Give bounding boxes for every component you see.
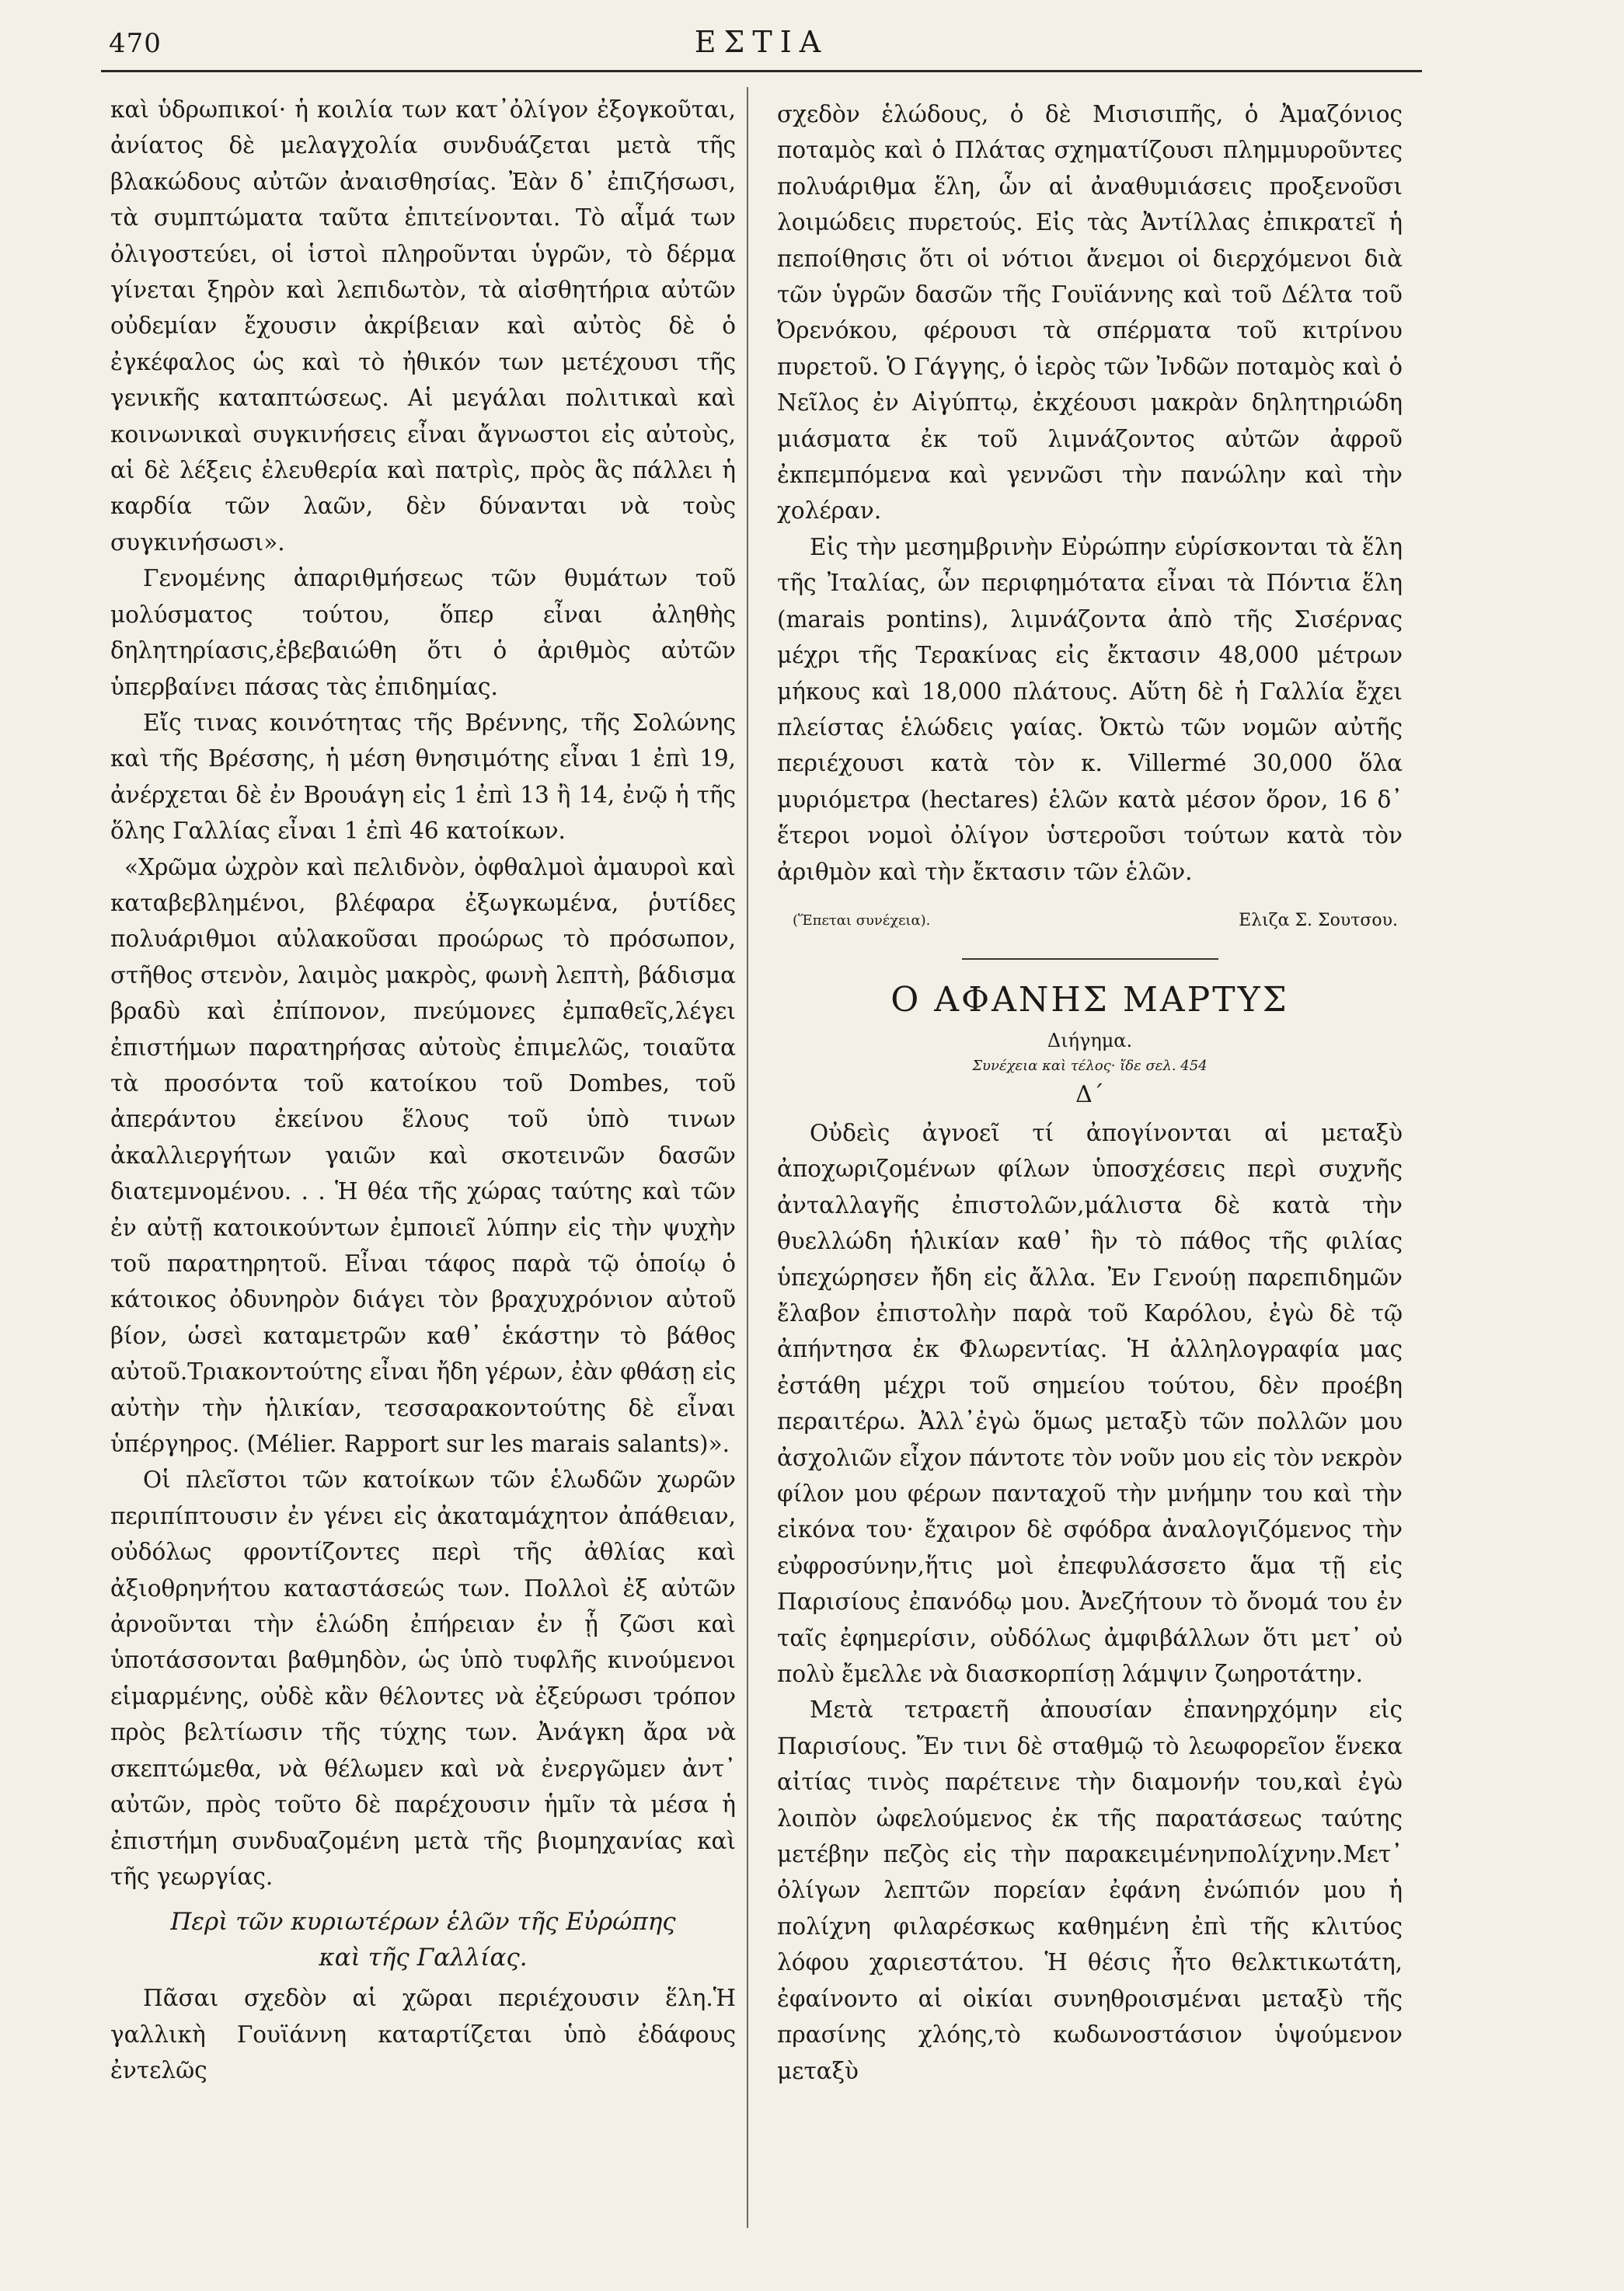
quote-paragraph: «Χρῶμα ὠχρὸν καὶ πελιδνὸν, ὀφθαλμοὶ ἀμαυροὶ καὶ καταβεβλημένοι, βλέφαρα ἐξωγκωμένα, ῥυτίδες πολυάριθμοι αὐλακοῦσαι προώρως τὸ πρόσωπον, στῆθος στενὸν, λαιμὸς μακρὸς, φωνὴ λεπτὴ, βάδισμα βραδὺ καὶ ἐπίπονον, πνεύμονες ἐμπαθεῖς,λέγει ἐπιστήμων παρατηρήσας αὐτοὺς ἐπιμελῶς, τοιαῦτα τὰ προσόντα τοῦ κατοίκου τοῦ Dombes, τοῦ ἀπεράντου ἐκείνου ἕλους τοῦ ὑπὸ τινων ἀκαλλιεργήτων γαιῶν καὶ σκοτεινῶν δασῶν διατεμνομένου. . . Ἡ θέα τῆς χώρας ταύτης καὶ τῶν ἐν αὐτῇ κατοικούντων ἐμποιεῖ λύπην εἰς τὴν ψυχὴν τοῦ παρατηρητοῦ. Εἶναι τάφος παρὰ τῷ ὁποίῳ ὁ κάτοικος ὀδυνηρὸν διάγει τὸν βραχυχρόνιον αὐτοῦ βίον, ὡσεὶ καταμετρῶν καθ᾽ ἑκάστην τὸ βάθος αὐτοῦ.Τριακοντούτης εἶναι ἤδη γέρων, ἐὰν φθάσῃ εἰς αὐτὴν τὴν ἡλικίαν, τεσσαρακοντούτης δὲ εἶναι ὑπέργηρος. (Mélier. Rapport sur les marais salants)». bbox=[110, 853, 736, 1458]
paragraph: Οἱ πλεῖστοι τῶν κατοίκων τῶν ἑλωδῶν χωρῶν περιπίπτουσιν ἐν γένει εἰς ἀκαταμάχητον ἀπάθειαν, οὐδόλως φροντίζοντες περὶ τῆς ἀθλίας καὶ ἀξιοθρηνήτου καταστάσεώς των. Πολλοὶ ἐξ αὐτῶν ἀρνοῦνται τὴν ἑλώδη ἐπήρειαν ἐν ᾗ ζῶσι καὶ ὑποτάσσονται βαθμηδὸν, ὡς ὑπὸ τυφλῆς κινούμενοι εἱμαρμένης, οὐδὲ κἂν θέλοντες νὰ ἐξεύρωσι τρόπον πρὸς βελτίωσιν τῆς τύχης των. Ἀνάγκη ἄρα νὰ σκεπτώμεθα, νὰ θέλωμεν καὶ νὰ ἐνεργῶμεν ἀντ᾽ αὐτῶν, πρὸς τοῦτο δὲ παρέχουσιν ἡμῖν τὰ μέσα ἡ ἐπιστήμη συνδυαζομένη μετὰ τῆς βιομηχανίας καὶ τῆς γεωργίας. bbox=[110, 1466, 736, 1890]
header-rule bbox=[101, 70, 1422, 72]
chapter-number: Δ΄ bbox=[1075, 1080, 1104, 1108]
paragraph: Εἰς τὴν μεσημβρινὴν Εὐρώπην εὑρίσκονται τὰ ἕλη τῆς Ἰταλίας, ὧν περιφημότατα εἶναι τὰ Πόντια ἕλη (marais pontins), λιμνάζοντα ἀπὸ τῆς Σισέρνας μέχρι τῆς Τερακίνας εἰς ἔκτασιν 48,000 μέτρων μήκους καὶ 18,000 πλάτους. Αὕτη δὲ ἡ Γαλλία ἔχει πλείστας ἑλώδεις γαίας. Ὀκτὼ τῶν νομῶν αὐτῆς περιέχουσι κατὰ τὸν κ. Villermé 30,000 ὅλα μυριόμετρα (hectares) ἑλῶν κατὰ μέσον ὅρον, 16 δ᾽ ἕτεροι νομοὶ ὀλίγον ὑστεροῦσι τούτων κατὰ τὸν ἀριθμὸν καὶ τὴν ἔκτασιν τῶν ἑλῶν. bbox=[777, 533, 1403, 885]
paragraph: καὶ ὑδρωπικοί· ἡ κοιλία των κατ᾽ὀλίγον ἐξογκοῦται, ἀνίατος δὲ μελαγχολία συνδυάζεται μετὰ τῆς βλακώδους αὐτῶν ἀναισθησίας. Ἐὰν δ᾽ ἐπιζήσωσι, τὰ συμπτώματα ταῦτα ἐπιτείνονται. Τὸ αἷμά των ὀλιγοστεύει, οἱ ἱστοὶ πληροῦνται ὑγρῶν, τὸ δέρμα γίνεται ξηρὸν καὶ λεπιδωτὸν, τὰ αἰσθητήρια αὐτῶν οὐδεμίαν ἔχουσιν ἀκρίβειαν καὶ αὐτὸς δὲ ὁ ἐγκέφαλος ὡς καὶ τὸ ἠθικόν των μετέχουσι τῆς γενικῆς καταπτώσεως. Αἱ μεγάλαι πολιτικαὶ καὶ κοινωνικαὶ συγκινήσεις εἶναι ἄγνωστοι εἰς αὐτοὺς, αἱ δὲ λέξεις ἐλευθερία καὶ πατρὶς, πρὸς ἃς πάλλει ἡ καρδία τῶν λαῶν, δὲν δύνανται νὰ τοὺς συγκινήσωσι». bbox=[110, 96, 736, 556]
page-number: 470 bbox=[109, 28, 162, 59]
continued-note: (Ἕπεται συνέχεια). bbox=[793, 912, 931, 929]
section-rule bbox=[962, 958, 1218, 960]
section-heading-line: καὶ τῆς Γαλλίας. bbox=[319, 1944, 528, 1972]
author-signature: Ελιζα Σ. Σουτσου. bbox=[1239, 910, 1398, 930]
article-footer bbox=[777, 905, 1403, 936]
paragraph: Οὐδεὶς ἀγνοεῖ τί ἀπογίνονται αἱ μεταξὺ ἀποχωριζομένων φίλων ὑποσχέσεις περὶ συχνῆς ἀνταλλαγῆς ἐπιστολῶν,μάλιστα δὲ κατὰ τὴν θυελλώδη ἡλικίαν καθ᾽ ἣν τὸ πάθος τῆς φιλίας ὑπεχώρησεν ἤδη εἰς ἄλλα. Ἐν Γενούῃ παρεπιδημῶν ἔλαβον ἐπιστολὴν παρὰ τοῦ Καρόλου, ἐγὼ δὲ τῷ ἀπήντησα ἐκ Φλωρεντίας. Ἡ ἀλληλογραφία μας ἐστάθη μέχρι τοῦ σημείου τούτου, δὲν προέβη περαιτέρω. Ἀλλ᾽ἐγὼ ὅμως μεταξὺ τῶν πολλῶν μου ἀσχολιῶν εἶχον πάντοτε τὸν νοῦν μου εἰς τὸν νεκρὸν φίλον μου φέρων πανταχοῦ τὴν μνήμην του καὶ τὴν εἰκόνα του· ἔχαιρον δὲ σφόδρα ἀναλογιζόμενος τὴν εὐφροσύνην,ἥτις μοὶ ἐπεφυλάσσετο ἅμα τῇ εἰς Παρισίους ἐπανόδῳ μου. Ἀνεζήτουν τὸ ὄνομά του ἐν ταῖς ἐφημερίσιν, οὐδόλως ἀμφιβάλλων ὅτι μετ᾽ οὐ πολὺ ἔμελλε νὰ διασκορπίσῃ λάμψιν ζωηροτάτην. bbox=[777, 1119, 1403, 1688]
page-header bbox=[101, 23, 1422, 70]
section-heading-line: Περὶ τῶν κυριωτέρων ἑλῶν τῆς Εὐρώπης bbox=[170, 1908, 676, 1937]
paragraph: Πᾶσαι σχεδὸν αἱ χῶραι περιέχουσιν ἕλη.Ἡ γαλλικὴ Γουϊάννη καταρτίζεται ὑπὸ ἐδάφους ἐντελῶς bbox=[110, 1985, 736, 2084]
story-title: Ο ΑΦΑΝΗΣ ΜΑΡΤΥΣ bbox=[890, 979, 1289, 1020]
column-divider bbox=[747, 87, 748, 2228]
left-column bbox=[110, 92, 736, 2089]
paragraph: Εἴς τινας κοινότητας τῆς Βρέννης, τῆς Σολώνης καὶ τῆς Βρέσσης, ἡ μέση θνησιμότης εἶναι 1 ἐπὶ 19, ἀνέρχεται δὲ ἐν Βρουάγη εἰς 1 ἐπὶ 13 ἢ 14, ἐνῷ ἡ τῆς ὅλης Γαλλίας εἶναι 1 ἐπὶ 46 κατοίκων. bbox=[110, 709, 736, 845]
right-column bbox=[777, 96, 1403, 2089]
section-heading bbox=[110, 1904, 736, 1975]
paragraph: Μετὰ τετραετῆ ἀπουσίαν ἐπανηρχόμην εἰς Παρισίους. Ἔν τινι δὲ σταθμῷ τὸ λεωφορεῖον ἕνεκα αἰτίας τινὸς παρέτεινε τὴν διαμονήν του,καὶ ἐγὼ λοιπὸν ὠφελούμενος ἐκ τῆς παρατάσεως ταύτης μετέβην πεζὸς εἰς τὴν παρακειμένηνπολίχνην.Μετ᾽ ὀλίγων λεπτῶν πορείαν ἐφάνη ἐνώπιόν μου ἡ πολίχνη φιλαρέσκως καθημένη ἐπὶ τῆς κλιτύος λόφου χαριεστάτου. Ἡ θέσις ἦτο θελκτικωτάτη, ἐφαίνοντο αἱ οἰκίαι συνηθροισμέναι μεταξὺ τῆς πρασίνης χλόης,τὸ κωδωνοστάσιον ὑψούμενον μεταξὺ bbox=[777, 1696, 1403, 2084]
paragraph: σχεδὸν ἑλώδους, ὁ δὲ Μισισιπῆς, ὁ Ἀμαζόνιος ποταμὸς καὶ ὁ Πλάτας σχηματίζουσι πλημμυροῦντες πολυάριθμα ἕλη, ὧν αἱ ἀναθυμιάσεις προξενοῦσι λοιμώδεις πυρετούς. Εἰς τὰς Ἀντίλλας ἐπικρατεῖ ἡ πεποίθησις ὅτι οἱ νότιοι ἄνεμοι οἱ διερχόμενοι διὰ τῶν ὑγρῶν δασῶν τῆς Γουϊάννης καὶ τοῦ Δέλτα τοῦ Ὀρενόκου, φέρουσι τὰ σπέρματα τοῦ κιτρίνου πυρετοῦ. Ὁ Γάγγης, ὁ ἱερὸς τῶν Ἰνδῶν ποταμὸς καὶ ὁ Νεῖλος ἐν Αἰγύπτῳ, ἐκχέουσι μακρὰν δηλητηριώδη μιάσματα ἐκ τοῦ λιμνάζοντος αὐτῶν ἀφροῦ ἐκπεμπόμενα καὶ γεννῶσι τὴν πανώλην καὶ τὴν χολέραν. bbox=[777, 101, 1403, 525]
paragraph: Γενομένης ἀπαριθμήσεως τῶν θυμάτων τοῦ μολύσματος τούτου, ὅπερ εἶναι ἀληθὴς δηλητηρίασις,ἐβεβαιώθη ὅτι ὁ ἀριθμὸς αὐτῶν ὑπερβαίνει πάσας τὰς ἐπιδημίας. bbox=[110, 565, 736, 700]
story-continuation-note: Συνέχεια καὶ τέλος· ἴδε σελ. 454 bbox=[972, 1057, 1208, 1074]
journal-title: ΕΣΤΙΑ bbox=[694, 25, 829, 59]
story-subtitle: Διήγημα. bbox=[1047, 1029, 1133, 1051]
